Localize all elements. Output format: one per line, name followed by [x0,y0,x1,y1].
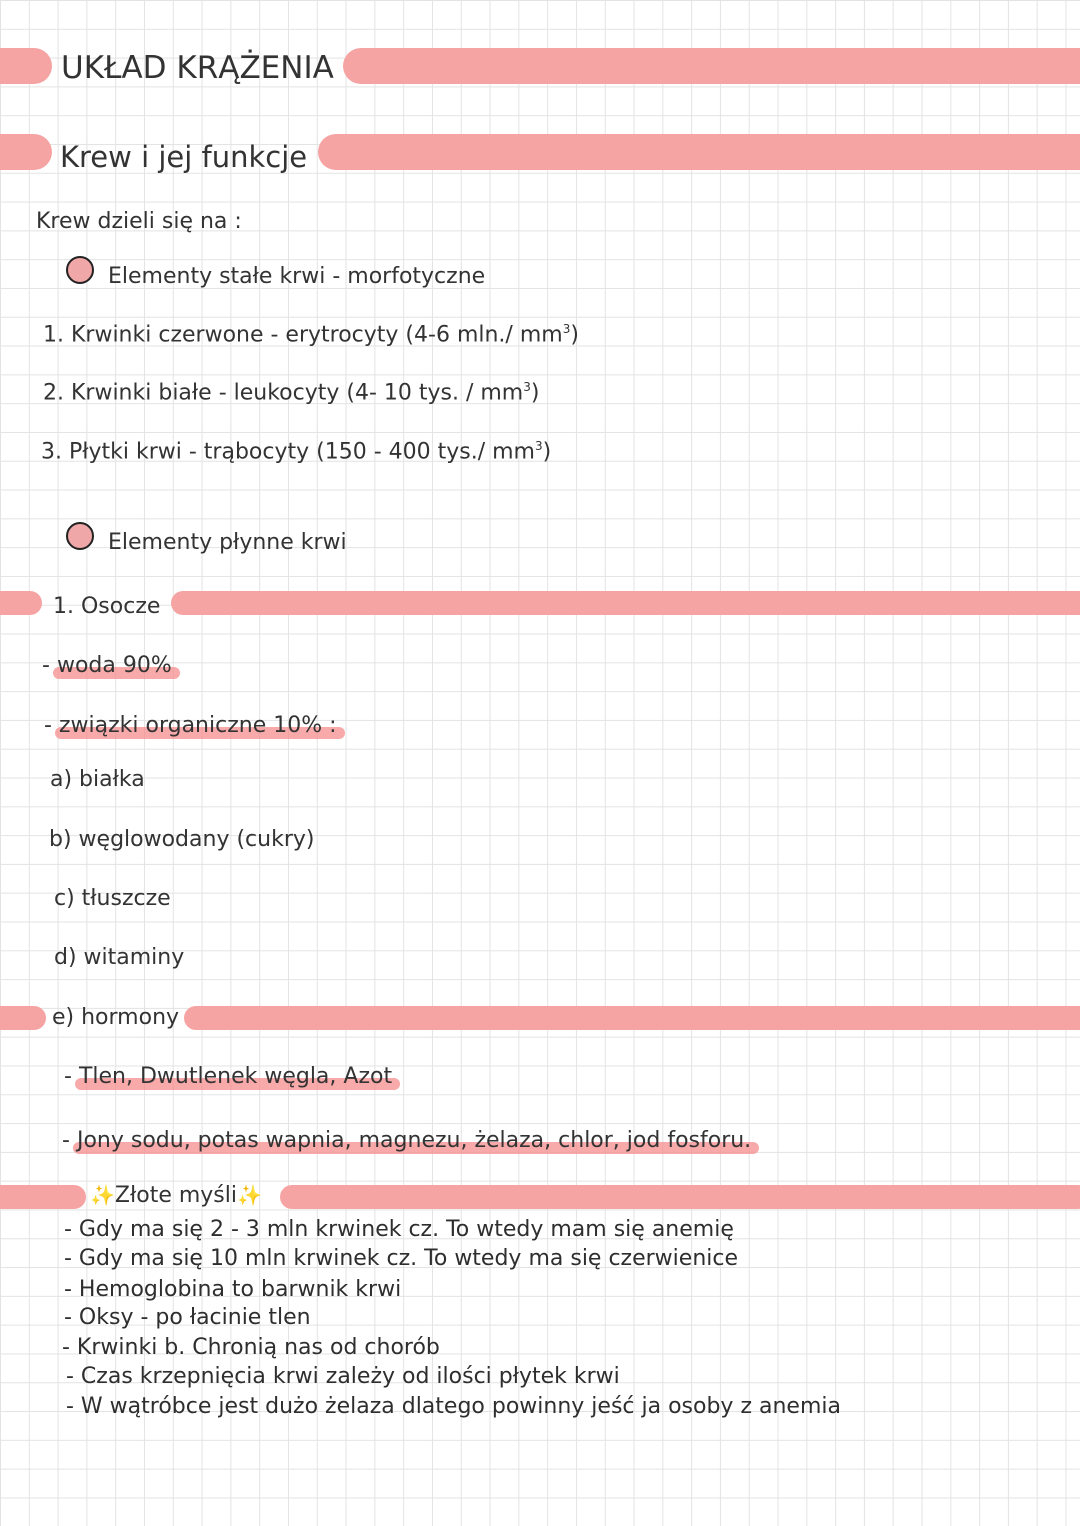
thought-line: - Hemoglobina to barwnik krwi [64,1277,402,1302]
thought-line: - Oksy - po łacinie tlen [64,1305,311,1330]
organic-line: - związki organiczne 10% : [44,713,337,738]
thoughts-bar-right [280,1185,1080,1209]
organic-item: c) tłuszcze [54,886,171,911]
hormony-bar-right [184,1006,1080,1030]
hormony-bar-left [0,1006,46,1030]
thoughts-title: ✨Złote myśli✨ [90,1183,262,1208]
bullet-circle-icon [66,256,94,284]
group2-label: Elementy płynne krwi [108,530,347,555]
sparkle-icon: ✨ [236,1183,262,1207]
title-bar-left [0,48,52,84]
osocze-bar-left [0,591,42,615]
thoughts-bar-left [0,1185,86,1209]
list-item: 3. Płytki krwi - trąbocyty (150 - 400 tys./ $mm^3$) [41,439,552,465]
organic-item: b) węglowodany (cukry) [49,827,315,852]
list-item: 1. Krwinki czerwone - erytrocyty (4-6 mln./ $mm^3$) [43,322,579,348]
thought-line: - Krwinki b. Chronią nas od chorób [62,1335,440,1360]
thought-line: - W wątróbce jest dużo żelaza dlatego powinny jeść ja osoby z anemia [66,1394,841,1419]
gases-line: - Tlen, Dwutlenek węgla, Azot [64,1064,393,1089]
osocze-bar-right [171,591,1080,615]
section-bar-right [318,134,1080,170]
ions-line: - Jony sodu, potas wapnia, magnezu, żelaza, chlor, jod fosforu. [62,1128,752,1153]
group1-label: Elementy stałe krwi - morfotyczne [108,264,486,289]
bullet-circle-icon [66,522,94,550]
woda-line: - woda 90% [42,653,172,678]
sparkle-icon: ✨ [90,1183,115,1207]
intro-text: Krew dzieli się na : [36,209,242,234]
list-item: 2. Krwinki białe - leukocyty (4- 10 tys. / $mm^3$) [43,380,540,406]
title-bar-right [343,48,1080,84]
section-bar-left [0,134,52,170]
osocze-heading: 1. Osocze [53,594,161,619]
thought-line: - Gdy ma się 10 mln krwinek cz. To wtedy ma się czerwienice [64,1246,739,1271]
section-title: Krew i jej funkcje [60,140,308,174]
organic-item: a) białka [50,767,145,792]
page-title: UKŁAD KRĄŻENIA [61,50,334,86]
thought-line: - Gdy ma się 2 - 3 mln krwinek cz. To wtedy mam się anemię [64,1217,734,1242]
organic-item: e) hormony [52,1005,180,1030]
thought-line: - Czas krzepnięcia krwi zależy od ilości płytek krwi [66,1364,620,1389]
organic-item: d) witaminy [54,945,185,970]
